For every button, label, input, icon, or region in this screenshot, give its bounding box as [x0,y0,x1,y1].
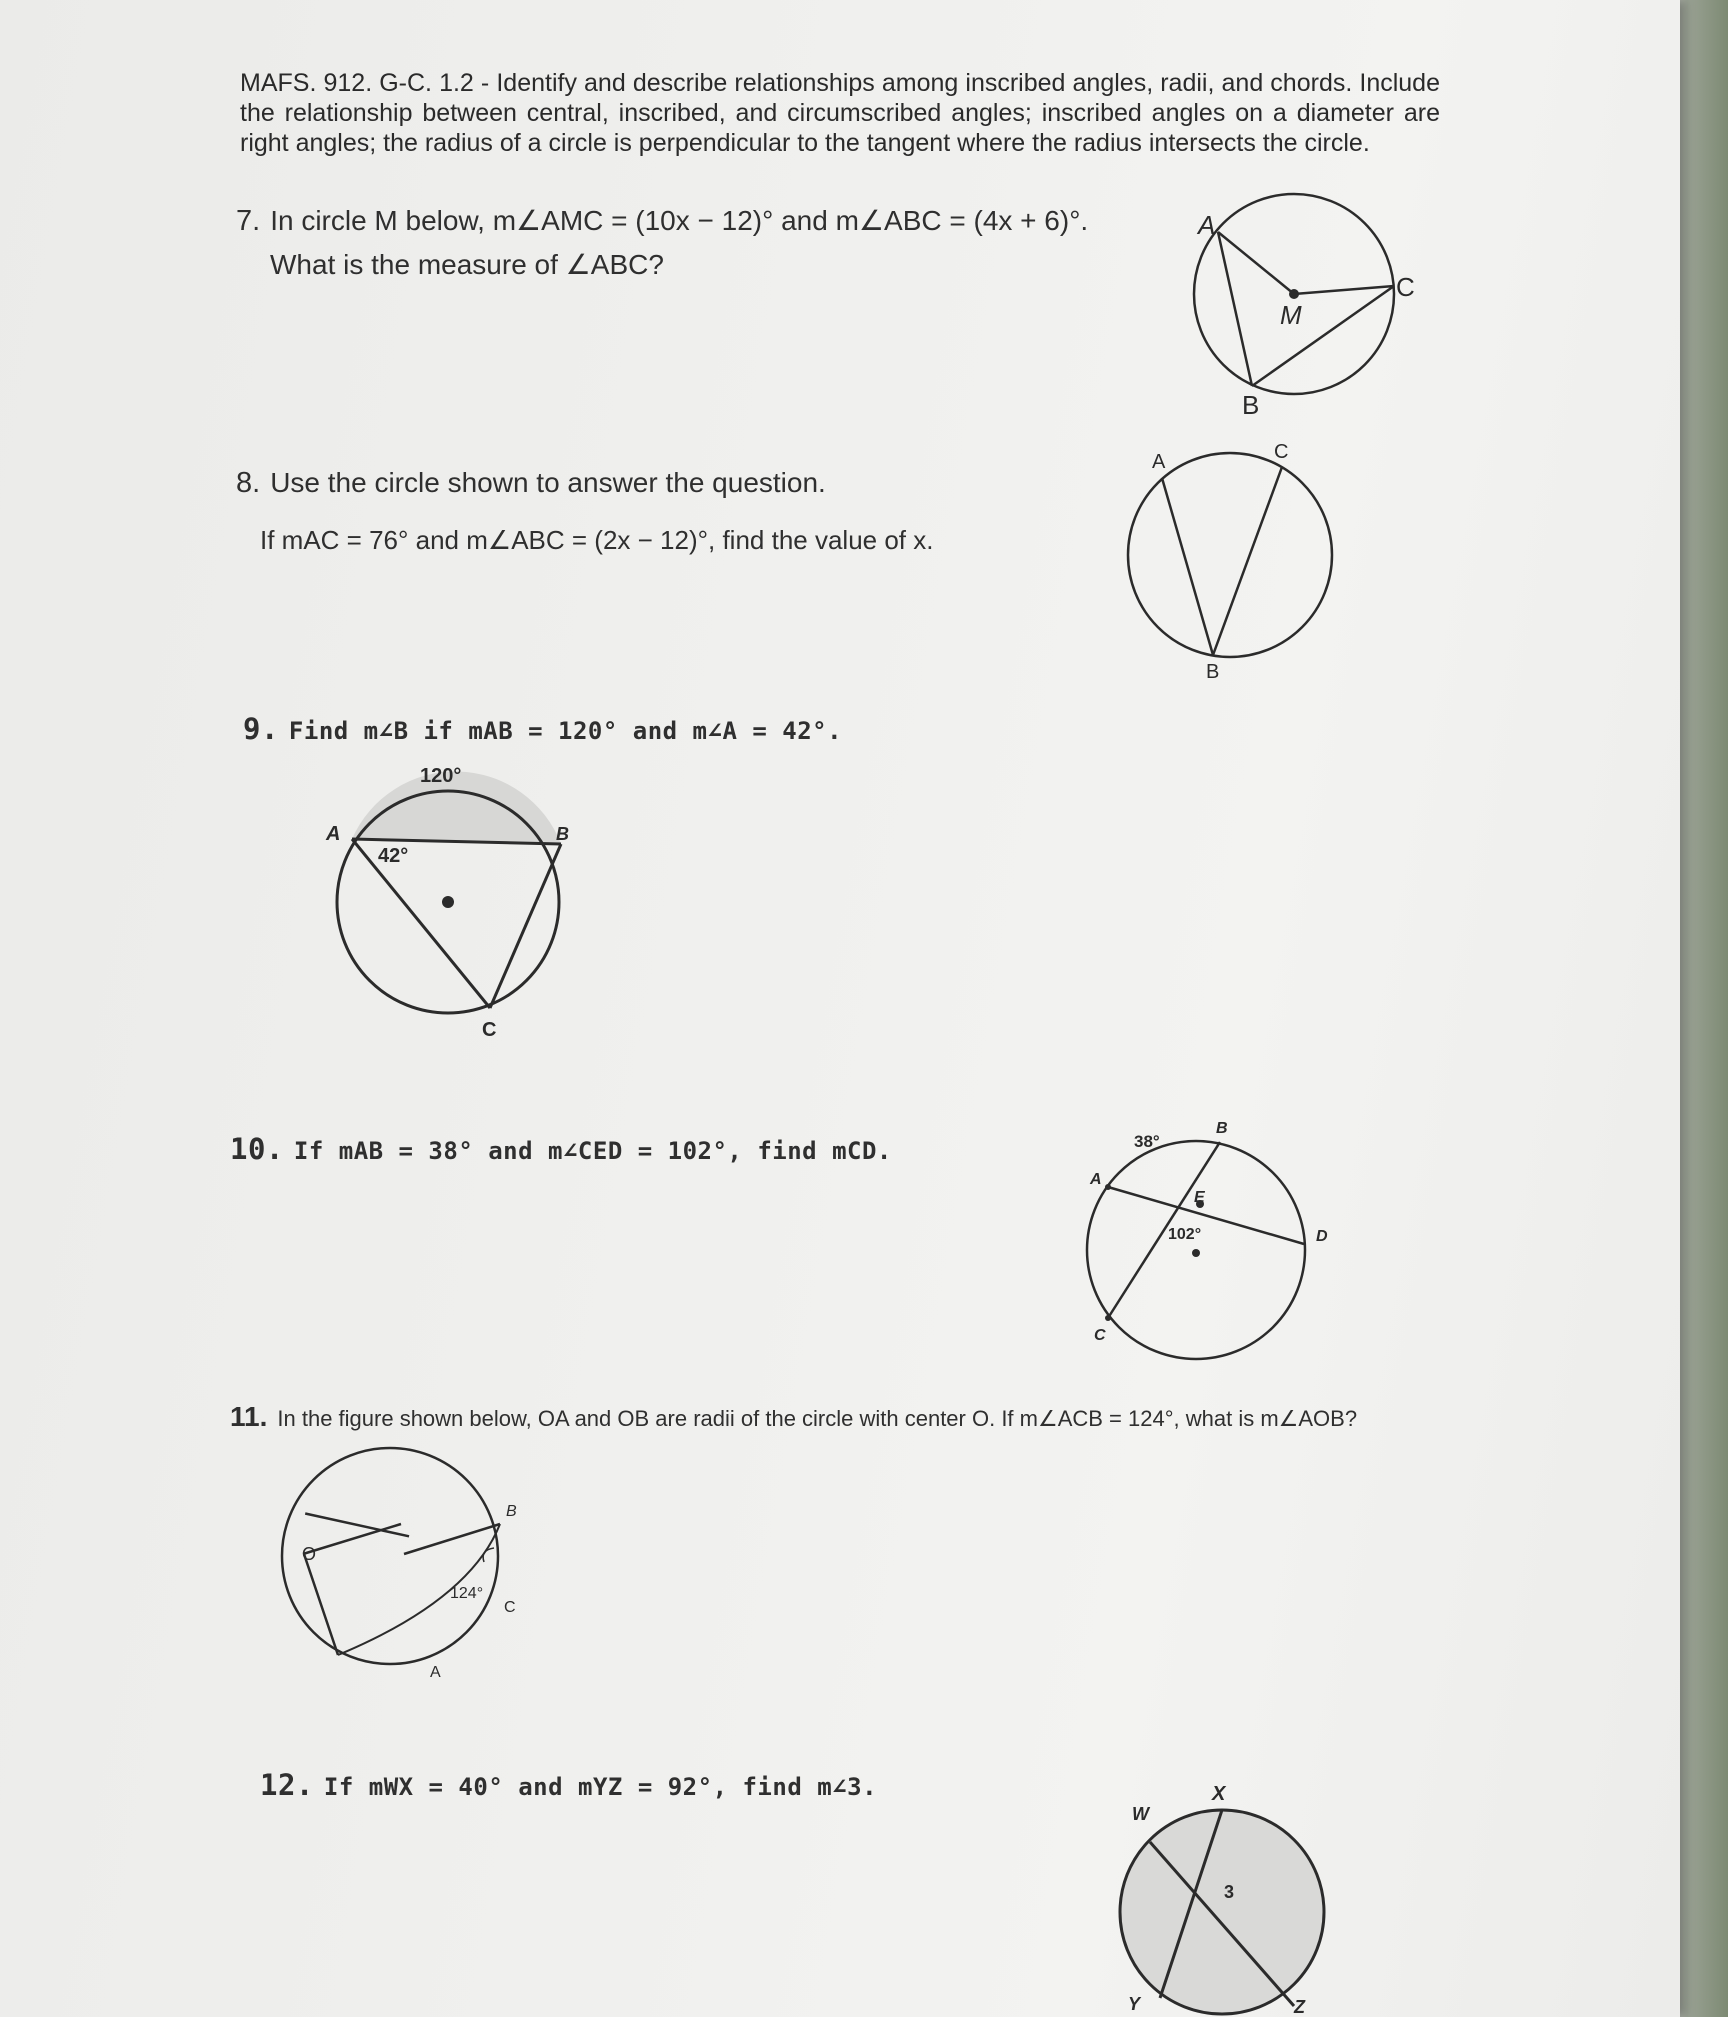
label-a: A [326,823,341,845]
question-8-prompt: If mAC = 76° and m∠ABC = (2x − 12)°, find the value of x. [260,525,934,555]
question-number: 8. [236,467,261,499]
question-text: In circle M below, m∠AMC = (10x − 12)° and m∠ABC = (4x + 6)°. [270,205,1089,236]
question-12 [260,1768,877,1804]
label-o: O [302,1544,317,1564]
label-y: Y [1128,1994,1141,2014]
question-number: 11. [230,1401,268,1432]
question-11 [230,1400,1357,1436]
circle-11-lines [280,1440,550,1690]
label-b: B [1216,1120,1228,1137]
label-e: E [1194,1189,1205,1206]
angle-label: 102° [1168,1226,1202,1243]
label-a: A [1198,210,1216,240]
label-c: C [504,1599,516,1616]
question-number: 9. [243,712,279,746]
question-number: 12. [260,1768,314,1802]
label-c: C [482,1019,497,1041]
question-text: Find m∠B if mAB = 120° and m∠A = 42°. [288,717,843,745]
label-b: B [1242,390,1260,420]
question-7 [236,204,1088,238]
label-c: C [1094,1327,1106,1344]
label-b: B [556,824,569,844]
label-x: X [1212,1783,1226,1805]
circle-10-diagram [1080,1115,1340,1365]
angle-3-label: 3 [1224,1882,1235,1902]
circle-12-diagram [1110,1770,1350,2017]
angle-label: 42° [378,845,409,867]
circle-abc-diagram [1120,440,1340,690]
question-text: If mAB = 38° and m∠CED = 102°, find mCD. [293,1137,892,1165]
circle-m-diagram [1180,190,1420,420]
label-a: A [430,1664,441,1681]
standard-description: MAFS. 912. G-C. 1.2 - Identify and describe relationships among inscribed angles, radii, and chords. Include the relationship between central, inscribed, and circumscribed angles; inscribed angles on a diameter are right angles; the radius of a circle is perpendicular to the tangent where the radius intersects the circle. [240,69,1440,157]
question-text: Use the circle shown to answer the question. [270,467,826,498]
question-10 [230,1132,892,1168]
question-7-prompt: What is the measure of ∠ABC? [270,249,664,280]
arc-label: 38° [1134,1132,1160,1151]
label-d: D [1316,1228,1328,1245]
question-number: 10. [230,1132,284,1166]
question-text: If mWX = 40° and mYZ = 92°, find m∠3. [323,1773,878,1801]
label-z: Z [1294,1997,1305,2017]
arc-label: 120° [420,765,462,787]
label-b: B [1206,661,1220,683]
question-9 [243,712,842,748]
question-number: 7. [236,205,261,237]
label-w: W [1132,1804,1149,1824]
label-b: B [506,1503,517,1520]
label-a: A [1090,1171,1102,1188]
question-8 [236,466,826,500]
label-c: C [1396,272,1415,302]
question-text: In the figure shown below, OA and OB are radii of the circle with center O. If m∠ACB = 124°, what is m∠AOB? [277,1406,1358,1431]
circle-9-diagram [320,760,580,1050]
angle-label: 124° [450,1585,484,1602]
label-m: M [1280,300,1302,330]
label-a: A [1152,451,1166,473]
label-c: C [1274,441,1289,463]
